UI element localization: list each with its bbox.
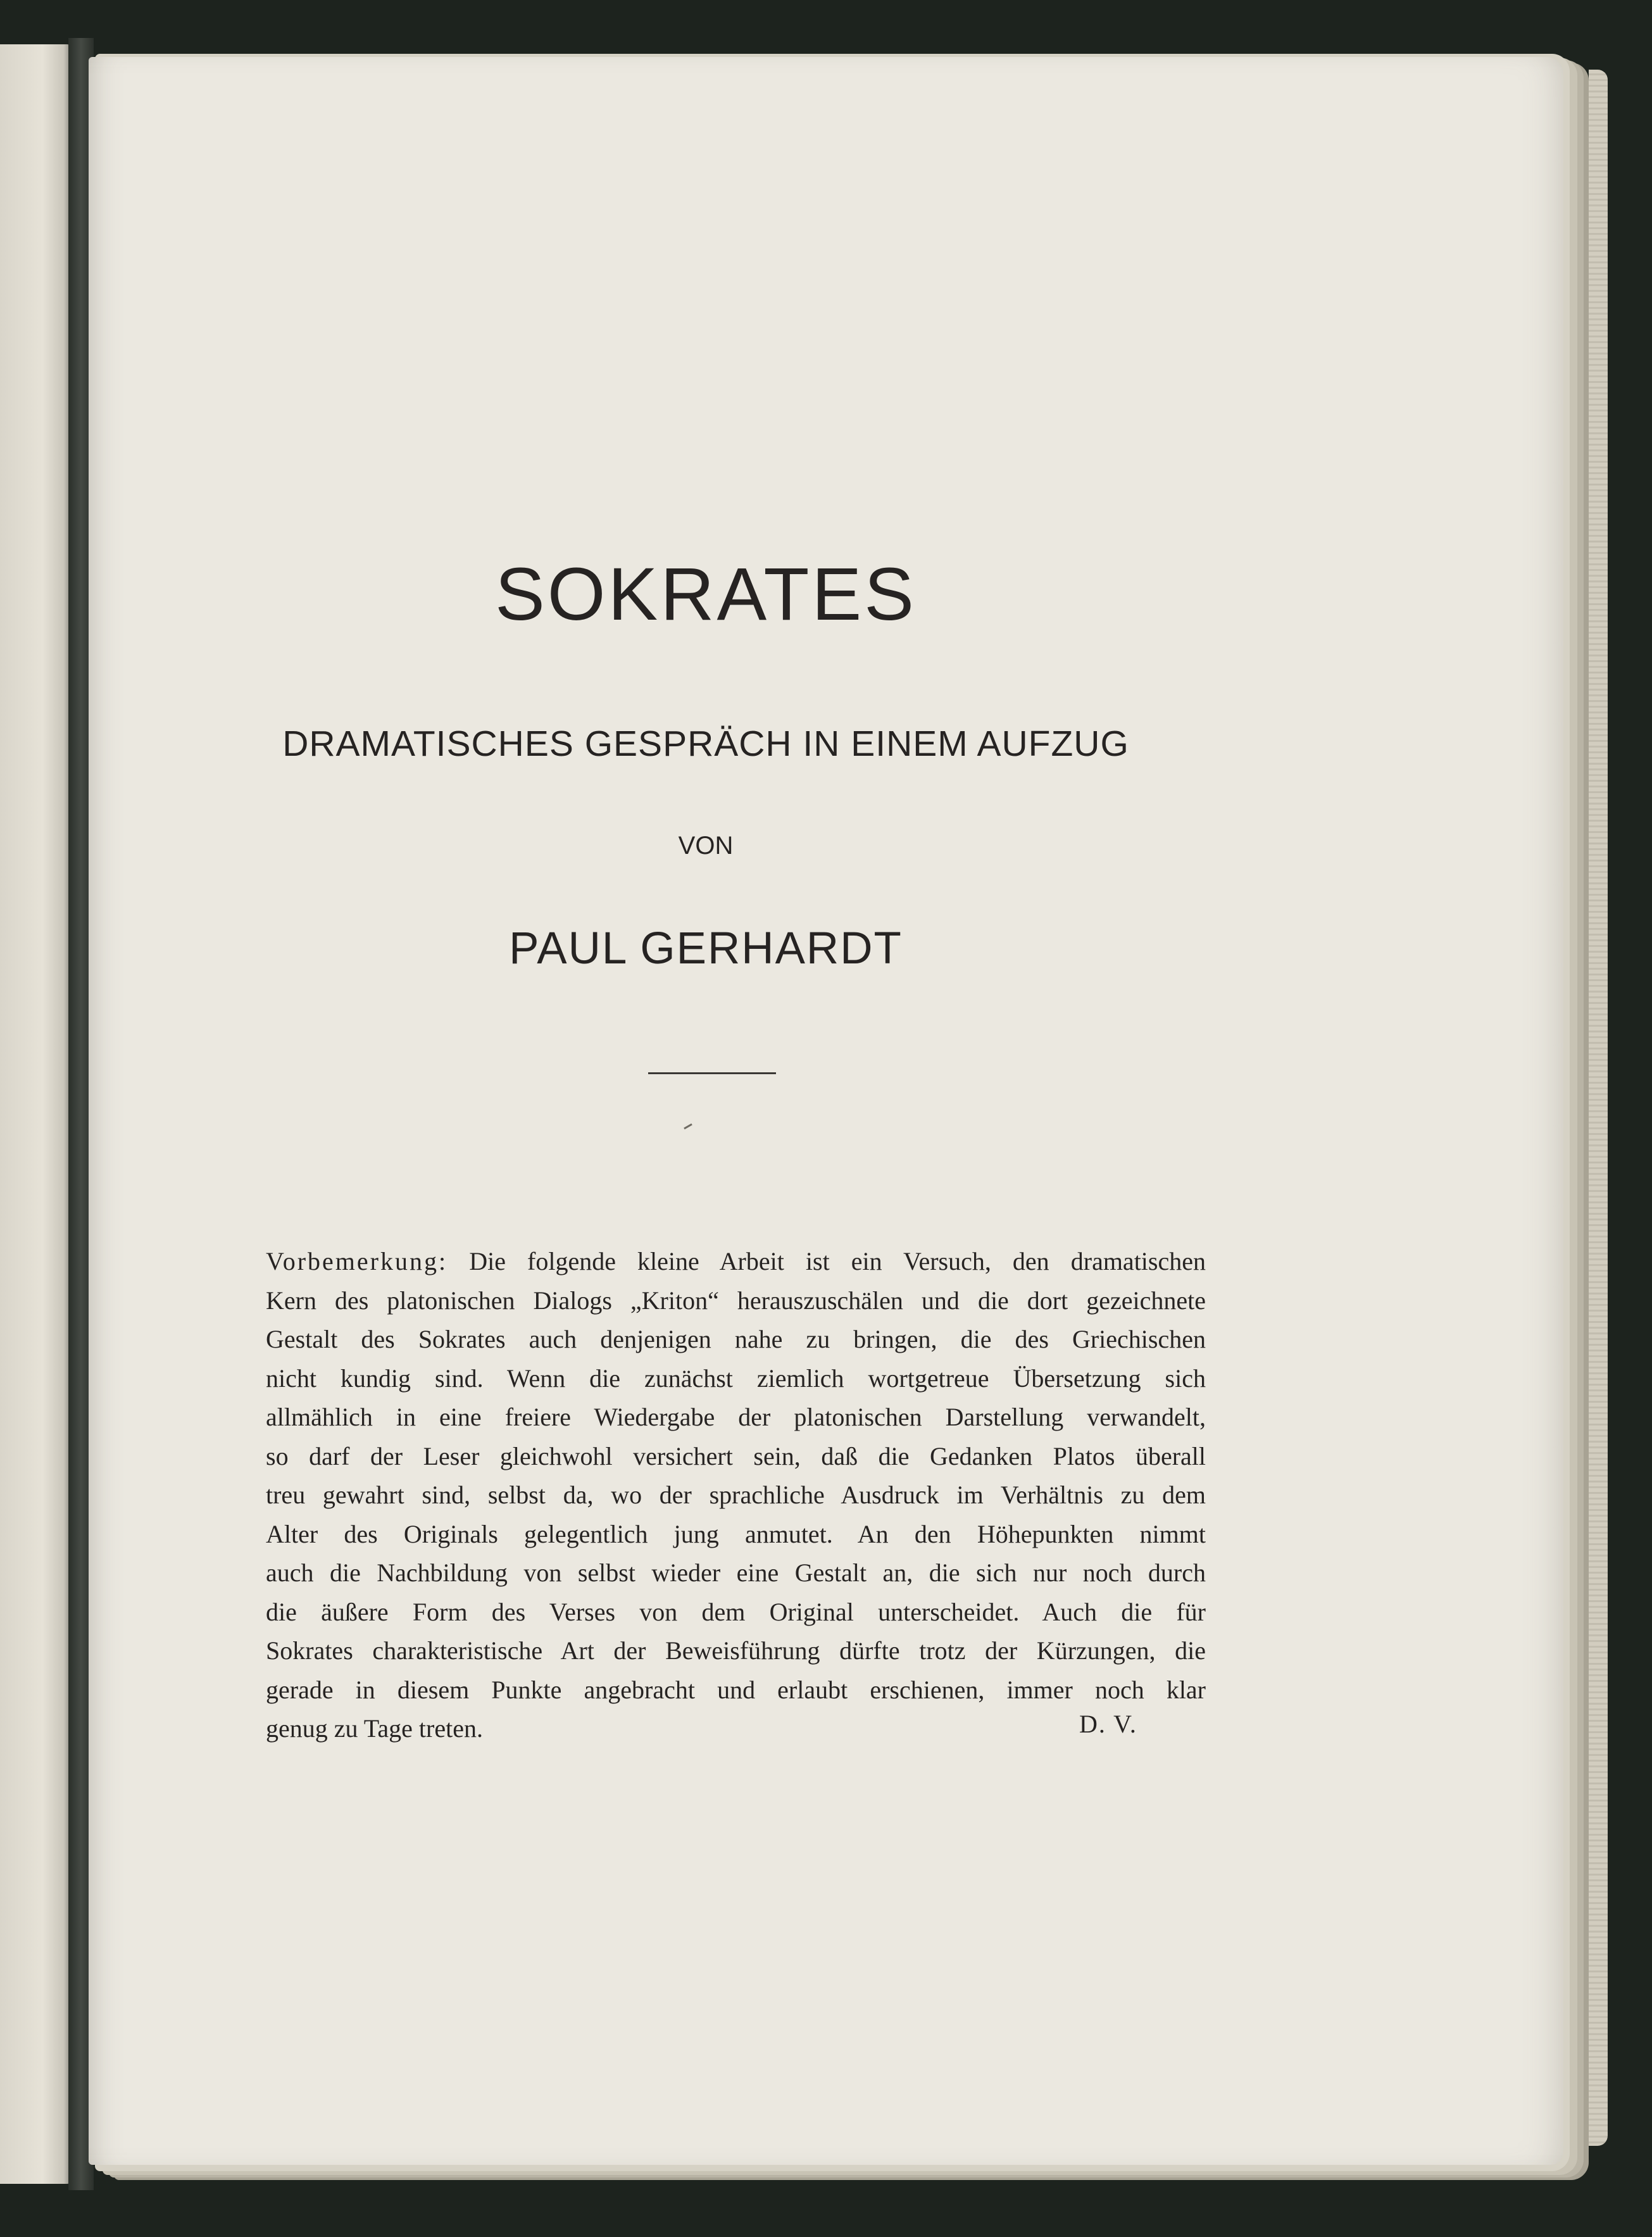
preface-line: Sokrates charakteristische Art der Beweisführung dürfte trotz der Kürzungen, die <box>266 1636 1206 1665</box>
preface-line: die äußere Form des Verses von dem Original unterscheidet. Auch die für <box>266 1597 1206 1626</box>
left-page-edge <box>0 44 71 2184</box>
divider-rule <box>648 1072 776 1074</box>
work-title: SOKRATES <box>495 553 917 636</box>
preface-line: treu gewahrt sind, selbst da, wo der sprachliche Ausdruck im Verhältnis zu dem <box>266 1481 1206 1509</box>
preface-line: gerade in diesem Punkte angebracht und erlaubt erschienen, immer noch klar <box>266 1675 1206 1704</box>
preface-line: Gestalt des Sokrates auch denjenigen nahe zu bringen, die des Griechischen <box>266 1325 1206 1353</box>
preface-line: allmählich in eine freiere Wiedergabe der platonischen Darstellung verwandelt, <box>266 1403 1206 1431</box>
preface-line: Alter des Originals gelegentlich jung anmutet. An den Höhepunkten nimmt <box>266 1519 1206 1548</box>
preface-line: Vorbemerkung: Die folgende kleine Arbeit ist ein Versuch, den dramatischen <box>266 1247 1206 1275</box>
page-edges <box>1589 70 1608 2146</box>
work-subtitle: DRAMATISCHES GESPRÄCH IN EINEM AUFZUG <box>282 724 1129 764</box>
preface-lead: Vorbemerkung: <box>266 1247 448 1275</box>
author-name: PAUL GERHARDT <box>509 924 903 974</box>
preface-line: genug zu Tage treten. <box>266 1714 483 1743</box>
preface-text <box>266 1242 1206 1748</box>
preface-line: so darf der Leser gleichwohl versichert sein, daß die Gedanken Platos überall <box>266 1441 1206 1470</box>
by-line: VON <box>678 832 734 860</box>
preface-line: auch die Nachbildung von selbst wieder eine Gestalt an, die sich nur noch durch <box>266 1558 1206 1587</box>
title-page <box>89 57 1563 2165</box>
preface-line: nicht kundig sind. Wenn die zunächst ziemlich wortgetreue Übersetzung sich <box>266 1363 1206 1393</box>
preface-line: Kern des platonischen Dialogs „Kriton“ herauszuschälen und die dort gezeichnete <box>266 1286 1206 1315</box>
preface-signature: D. V. <box>1079 1710 1137 1738</box>
